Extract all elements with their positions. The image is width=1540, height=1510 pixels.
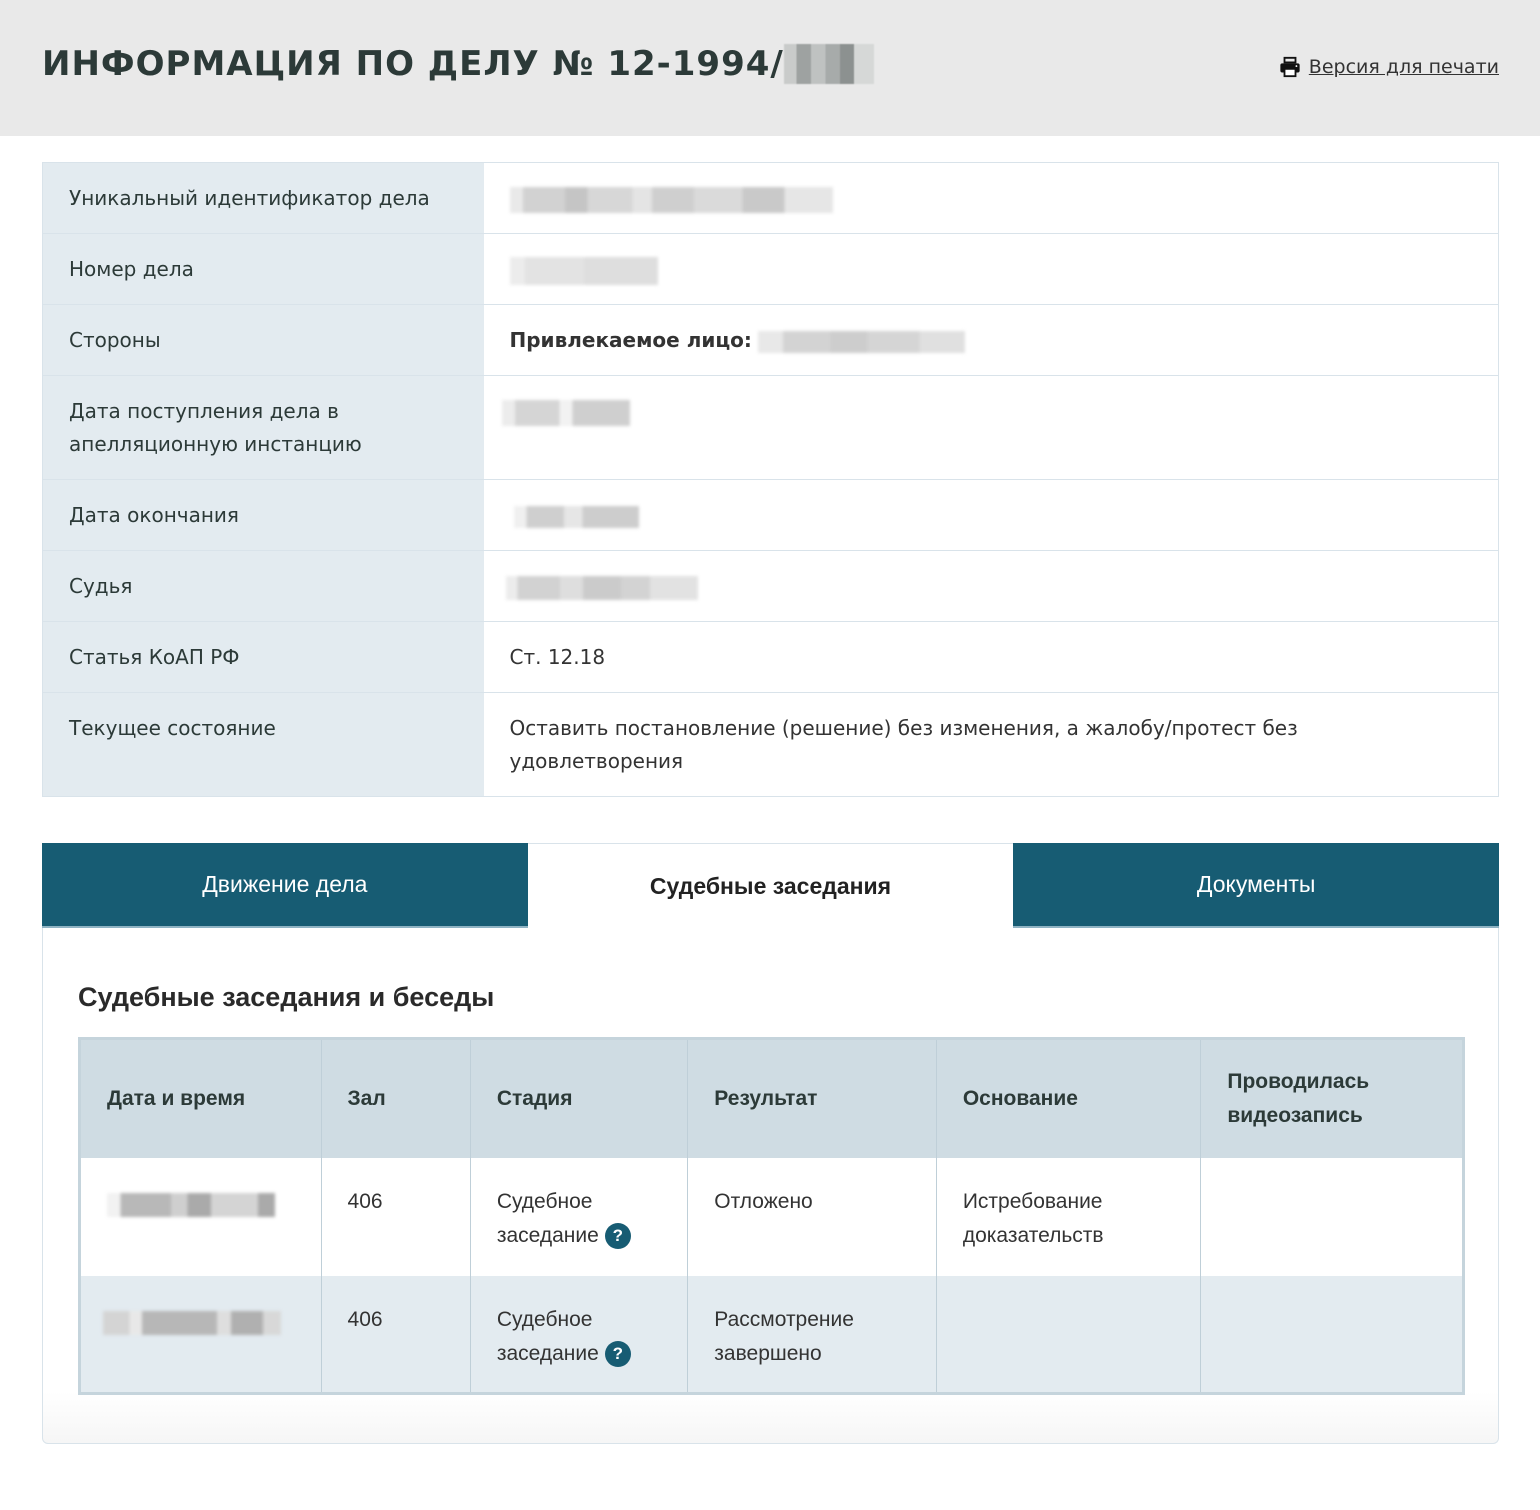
redacted-value <box>510 257 658 285</box>
cell-result: Отложено <box>688 1158 937 1276</box>
redacted-case-suffix <box>784 44 874 84</box>
help-icon[interactable]: ? <box>605 1223 631 1249</box>
cell-basis: Истребование доказательств <box>936 1158 1201 1276</box>
info-row-judge <box>43 551 1499 622</box>
print-link-label: Версия для печати <box>1308 56 1499 78</box>
info-value-appeal-date <box>484 376 1499 480</box>
info-value-end-date <box>484 480 1499 551</box>
cell-video <box>1201 1276 1464 1394</box>
stage-text: Судебное заседание <box>496 1307 599 1365</box>
hearings-table <box>78 1037 1465 1395</box>
col-datetime: Дата и время <box>80 1039 322 1158</box>
hearings-title: Судебные заседания и беседы <box>78 982 495 1012</box>
hearings-header-row <box>80 1039 1464 1158</box>
redacted-value <box>510 187 833 213</box>
info-value-status: Оставить постановление (решение) без изменения, а жалобу/протест без удовлетворения <box>484 693 1499 797</box>
cell-room: 406 <box>321 1158 470 1276</box>
info-label: Статья КоАП РФ <box>43 622 484 693</box>
cell-datetime <box>80 1158 322 1276</box>
stage-text: Судебное заседание <box>496 1189 599 1247</box>
info-row-uid <box>43 163 1499 234</box>
info-value-uid <box>484 163 1499 234</box>
col-video: Проводилась видеозапись <box>1201 1039 1464 1158</box>
page-title-text: ИНФОРМАЦИЯ ПО ДЕЛУ № 12-1994/ <box>42 44 784 84</box>
cell-basis <box>936 1276 1201 1394</box>
page-header <box>0 0 1540 136</box>
redacted-value <box>514 506 639 528</box>
info-value-judge <box>484 551 1499 622</box>
redacted-value <box>107 1193 275 1217</box>
col-stage: Стадия <box>470 1039 687 1158</box>
table-row <box>80 1276 1464 1394</box>
info-row-status <box>43 693 1499 797</box>
info-row-parties <box>43 305 1499 376</box>
redacted-value <box>758 331 965 353</box>
page-title <box>42 44 874 84</box>
col-result: Результат <box>688 1039 937 1158</box>
info-label: Дата окончания <box>43 480 484 551</box>
cell-datetime <box>80 1276 322 1394</box>
info-row-article <box>43 622 1499 693</box>
help-icon[interactable]: ? <box>605 1341 631 1367</box>
print-version-link[interactable] <box>1279 56 1499 78</box>
info-row-end-date <box>43 480 1499 551</box>
cell-stage <box>470 1158 687 1276</box>
info-value-case-number <box>484 234 1499 305</box>
info-value-parties <box>484 305 1499 376</box>
table-row <box>80 1158 1464 1276</box>
info-label: Дата поступления дела в апелляционную инстанцию <box>43 376 484 480</box>
hearings-panel <box>42 928 1499 1444</box>
redacted-value <box>103 1311 281 1335</box>
party-label: Привлекаемое лицо: <box>509 328 752 352</box>
redacted-value <box>502 400 630 426</box>
cell-result: Рассмотрение завершено <box>688 1276 937 1394</box>
info-row-case-number <box>43 234 1499 305</box>
redacted-value <box>506 576 698 600</box>
case-info-table <box>42 162 1499 797</box>
info-label: Текущее состояние <box>43 693 484 797</box>
info-label: Стороны <box>43 305 484 376</box>
info-label: Судья <box>43 551 484 622</box>
case-tabs <box>42 843 1499 928</box>
printer-icon <box>1279 56 1301 78</box>
cell-stage <box>470 1276 687 1394</box>
info-label: Уникальный идентификатор дела <box>43 163 484 234</box>
col-basis: Основание <box>936 1039 1201 1158</box>
tab-court-hearings[interactable]: Судебные заседания <box>528 843 1014 928</box>
info-value-article: Ст. 12.18 <box>484 622 1499 693</box>
col-room: Зал <box>321 1039 470 1158</box>
cell-room: 406 <box>321 1276 470 1394</box>
info-row-appeal-date <box>43 376 1499 480</box>
info-label: Номер дела <box>43 234 484 305</box>
tab-documents[interactable]: Документы <box>1013 843 1499 928</box>
cell-video <box>1201 1158 1464 1276</box>
tab-case-movement[interactable]: Движение дела <box>42 843 528 928</box>
